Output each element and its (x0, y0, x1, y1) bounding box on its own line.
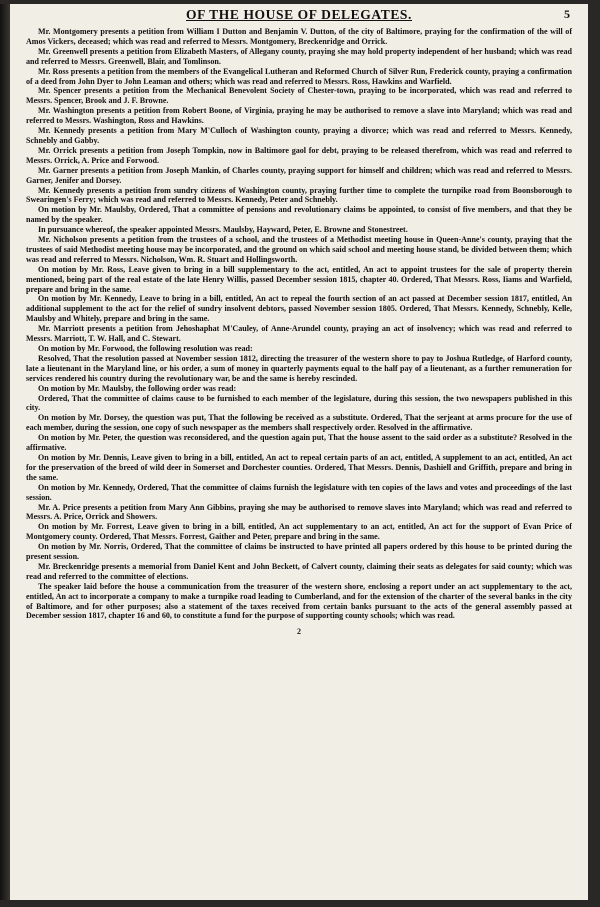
paragraph: Ordered, That the committee of claims cause to be furnished to each member of the legislature, during this session, the two newspapers published in this city. (26, 393, 572, 413)
document-page (10, 4, 588, 900)
paragraph: Mr. Orrick presents a petition from Joseph Tompkin, now in Baltimore gaol for debt, praying to be released therefrom, which was read and referred to Messrs. Orrick, A. Price and Forwood. (26, 145, 572, 165)
paragraph: On motion by Mr. Peter, the question was reconsidered, and the question again put, That the house assent to the said order as a substitute? Resolved in the affirmative. (26, 433, 572, 453)
paragraph: The speaker laid before the house a communication from the treasurer of the western shore, enclosing a report under an act supplementary to the act, entitled, An act to incorporate a company to make a turnpike road leading to Cumberland, and for the extension of the charter of the several banks in the city of Baltimore, and for other purposes; also a statement of the taxes received from certain banks pursuant to the acts of the general assembly passed at December session 1817, chapter 16 and 60, to constitute a fund for the purpose of supporting county schools; which was read. (26, 581, 572, 621)
paragraph: Mr. Washington presents a petition from Robert Boone, of Virginia, praying he may be authorised to remove a slave into Maryland; which was read and referred to Messrs. Washington, Ross and Hawkins. (26, 106, 572, 126)
paragraph: Mr. Kennedy presents a petition from Mary M'Culloch of Washington county, praying a divorce; which was read and referred to Messrs. Kennedy, Schnebly and Gabby. (26, 126, 572, 145)
paragraph: Mr. Montgomery presents a petition from William I Dutton and Benjamin V. Dutton, of the city of Baltimore, praying for the confirmation of the will of Amos Vickers, deceased; which was read and referred to Messrs. Montgomery, Breckenridge and Orrick. (26, 27, 572, 46)
paragraph: Mr. Spencer presents a petition from the Mechanical Benevolent Society of Chester-town, praying to be incorporated, which was read and referred to Messrs. Spencer, Brook and J. F. Browne. (26, 86, 572, 106)
paragraph: Mr. Marriott presents a petition from Jehoshaphat M'Cauley, of Anne-Arundel county, praying an act of insolvency; which was read and referred to Messrs. Marriott, T. W. Hall, and C. Stewart. (26, 324, 572, 344)
page-title: OF THE HOUSE OF DELEGATES. (185, 7, 413, 22)
paragraph: Mr. Greenwell presents a petition from Elizabeth Masters, of Allegany county, praying she may hold property independent of her husband; which was read and referred to Messrs. Greenwell, Blair, and Tomlinson. (26, 46, 572, 66)
paragraph: On motion by Mr. Ross, Leave given to bring in a bill supplementary to the act, entitled, An act to appoint trustees for the sale of property therein mentioned, being part of the real estate of the late Henry Willis, passed December session 1815, chapter 40. Ordered, That Messrs. Ross, Iiams and Warfield, prepare and bring in the same. (26, 264, 572, 294)
scan-binding-edge (0, 4, 10, 900)
proceedings-body (26, 27, 572, 621)
paragraph: On motion by Mr. Maulsby, the following order was read: (38, 383, 237, 393)
paragraph: Mr. Nicholson presents a petition from the trustees of a school, and the trustees of a Methodist meeting house in Queen-Anne's county, praying that the trustees of said Methodist meeting house may be incorporated, and the ground on which said school and meeting house stand, be divided between them; which was read and referred to Messrs. Nicholson, Wm. R. Stuart and Hollingsworth. (26, 235, 572, 264)
paragraph: On motion by Mr. Norris, Ordered, That the committee of claims be instructed to have printed all papers ordered by this house to be printed during the present session. (26, 542, 572, 562)
paragraph: On motion by Mr. Dorsey, the question was put, That the following be received as a substitute. Ordered, That the serjeant at arms procure for the use of each member, during the session, one copy of such newspaper as the members shall respectively order. Resolved in the affirmative. (26, 413, 572, 433)
page-header (26, 7, 572, 24)
paragraph: Resolved, That the resolution passed at November session 1812, directing the treasurer of the western shore to pay to Joshua Rutledge, of Harford county, late a lieutenant in the Maryland line, or his order, a sum of money in quarterly payments equal to the half pay of a lieutenant, as a further remuneration for services rendered his country during the revolutionary war, be and the same is hereby rescinded. (26, 353, 572, 383)
paragraph: On motion by Mr. Kennedy, Leave to bring in a bill, entitled, An act to repeal the fourth section of an act passed at December session 1817, entitled, An additional supplement to the act for the relief of sundry insolvent debtors, passed November session 1805. Ordered, That Messrs. Kennedy, Schnebly, Kelle, Maulsby and Whitely, prepare and bring in the same. (26, 294, 572, 324)
page-number: 5 (564, 7, 570, 21)
paragraph: Mr. Breckenridge presents a memorial from Daniel Kent and John Beckett, of Calvert county, claiming their seats as delegates for said county; which was read and referred to the committee of elections. (26, 561, 572, 581)
paragraph: Mr. Garner presents a petition from Joseph Mankin, of Charles county, praying support for himself and children; which was read and referred to Messrs. Garner, Jenifer and Dorsey. (26, 165, 572, 185)
paragraph: Mr. Kennedy presents a petition from sundry citizens of Washington county, praying further time to complete the turnpike road from Boonsborough to Swearingen's Ferry; which was read and referred to Messrs. Kennedy, Peter and Schnebly. (26, 185, 572, 205)
paragraph: On motion by Mr. Maulsby, Ordered, That a committee of pensions and revolutionary claims be appointed, to consist of five members, and that they be named by the speaker. (26, 205, 572, 225)
paragraph: Mr. A. Price presents a petition from Mary Ann Gibbins, praying she may be authorised to remove slaves into Maryland; which was read and referred to Messrs. A. Price, Orrick and Showers. (26, 502, 572, 522)
paragraph: On motion by Mr. Kennedy, Ordered, That the committee of claims furnish the legislature with ten copies of the laws and votes and proceedings of the last session. (26, 482, 572, 502)
paragraph: Mr. Ross presents a petition from the members of the Evangelical Lutheran and Reformed Church of Silver Run, Frederick county, praying a confirmation of a deed from John Dyer to John Leaman and others; which was read and referred to Messrs. Ross, Hawkins and Warfield. (26, 66, 572, 86)
paragraph: On motion by Mr. Forwood, the following resolution was read: (38, 344, 253, 353)
paragraph: In pursuance whereof, the speaker appointed Messrs. Maulsby, Hayward, Peter, E. Browne and Stonestreet. (38, 225, 408, 235)
paragraph: On motion by Mr. Dennis, Leave given to bring in a bill, entitled, An act to repeal certain parts of an act, entitled, A supplement to an act, entitled, An act for the preservation of the breed of wild deer in Somerset and Dorchester counties. Ordered, That Messrs. Dennis, Dashiell and Griffith, prepare and bring in the same. (26, 452, 572, 482)
folio-mark: 2 (297, 627, 301, 637)
paragraph: On motion by Mr. Forrest, Leave given to bring in a bill, entitled, An act supplementary to an act, entitled, An act for the support of Evan Price of Montgomery county. Ordered, That Messrs. Forrest, Gaither and Peter, prepare and bring in the same. (26, 522, 572, 542)
